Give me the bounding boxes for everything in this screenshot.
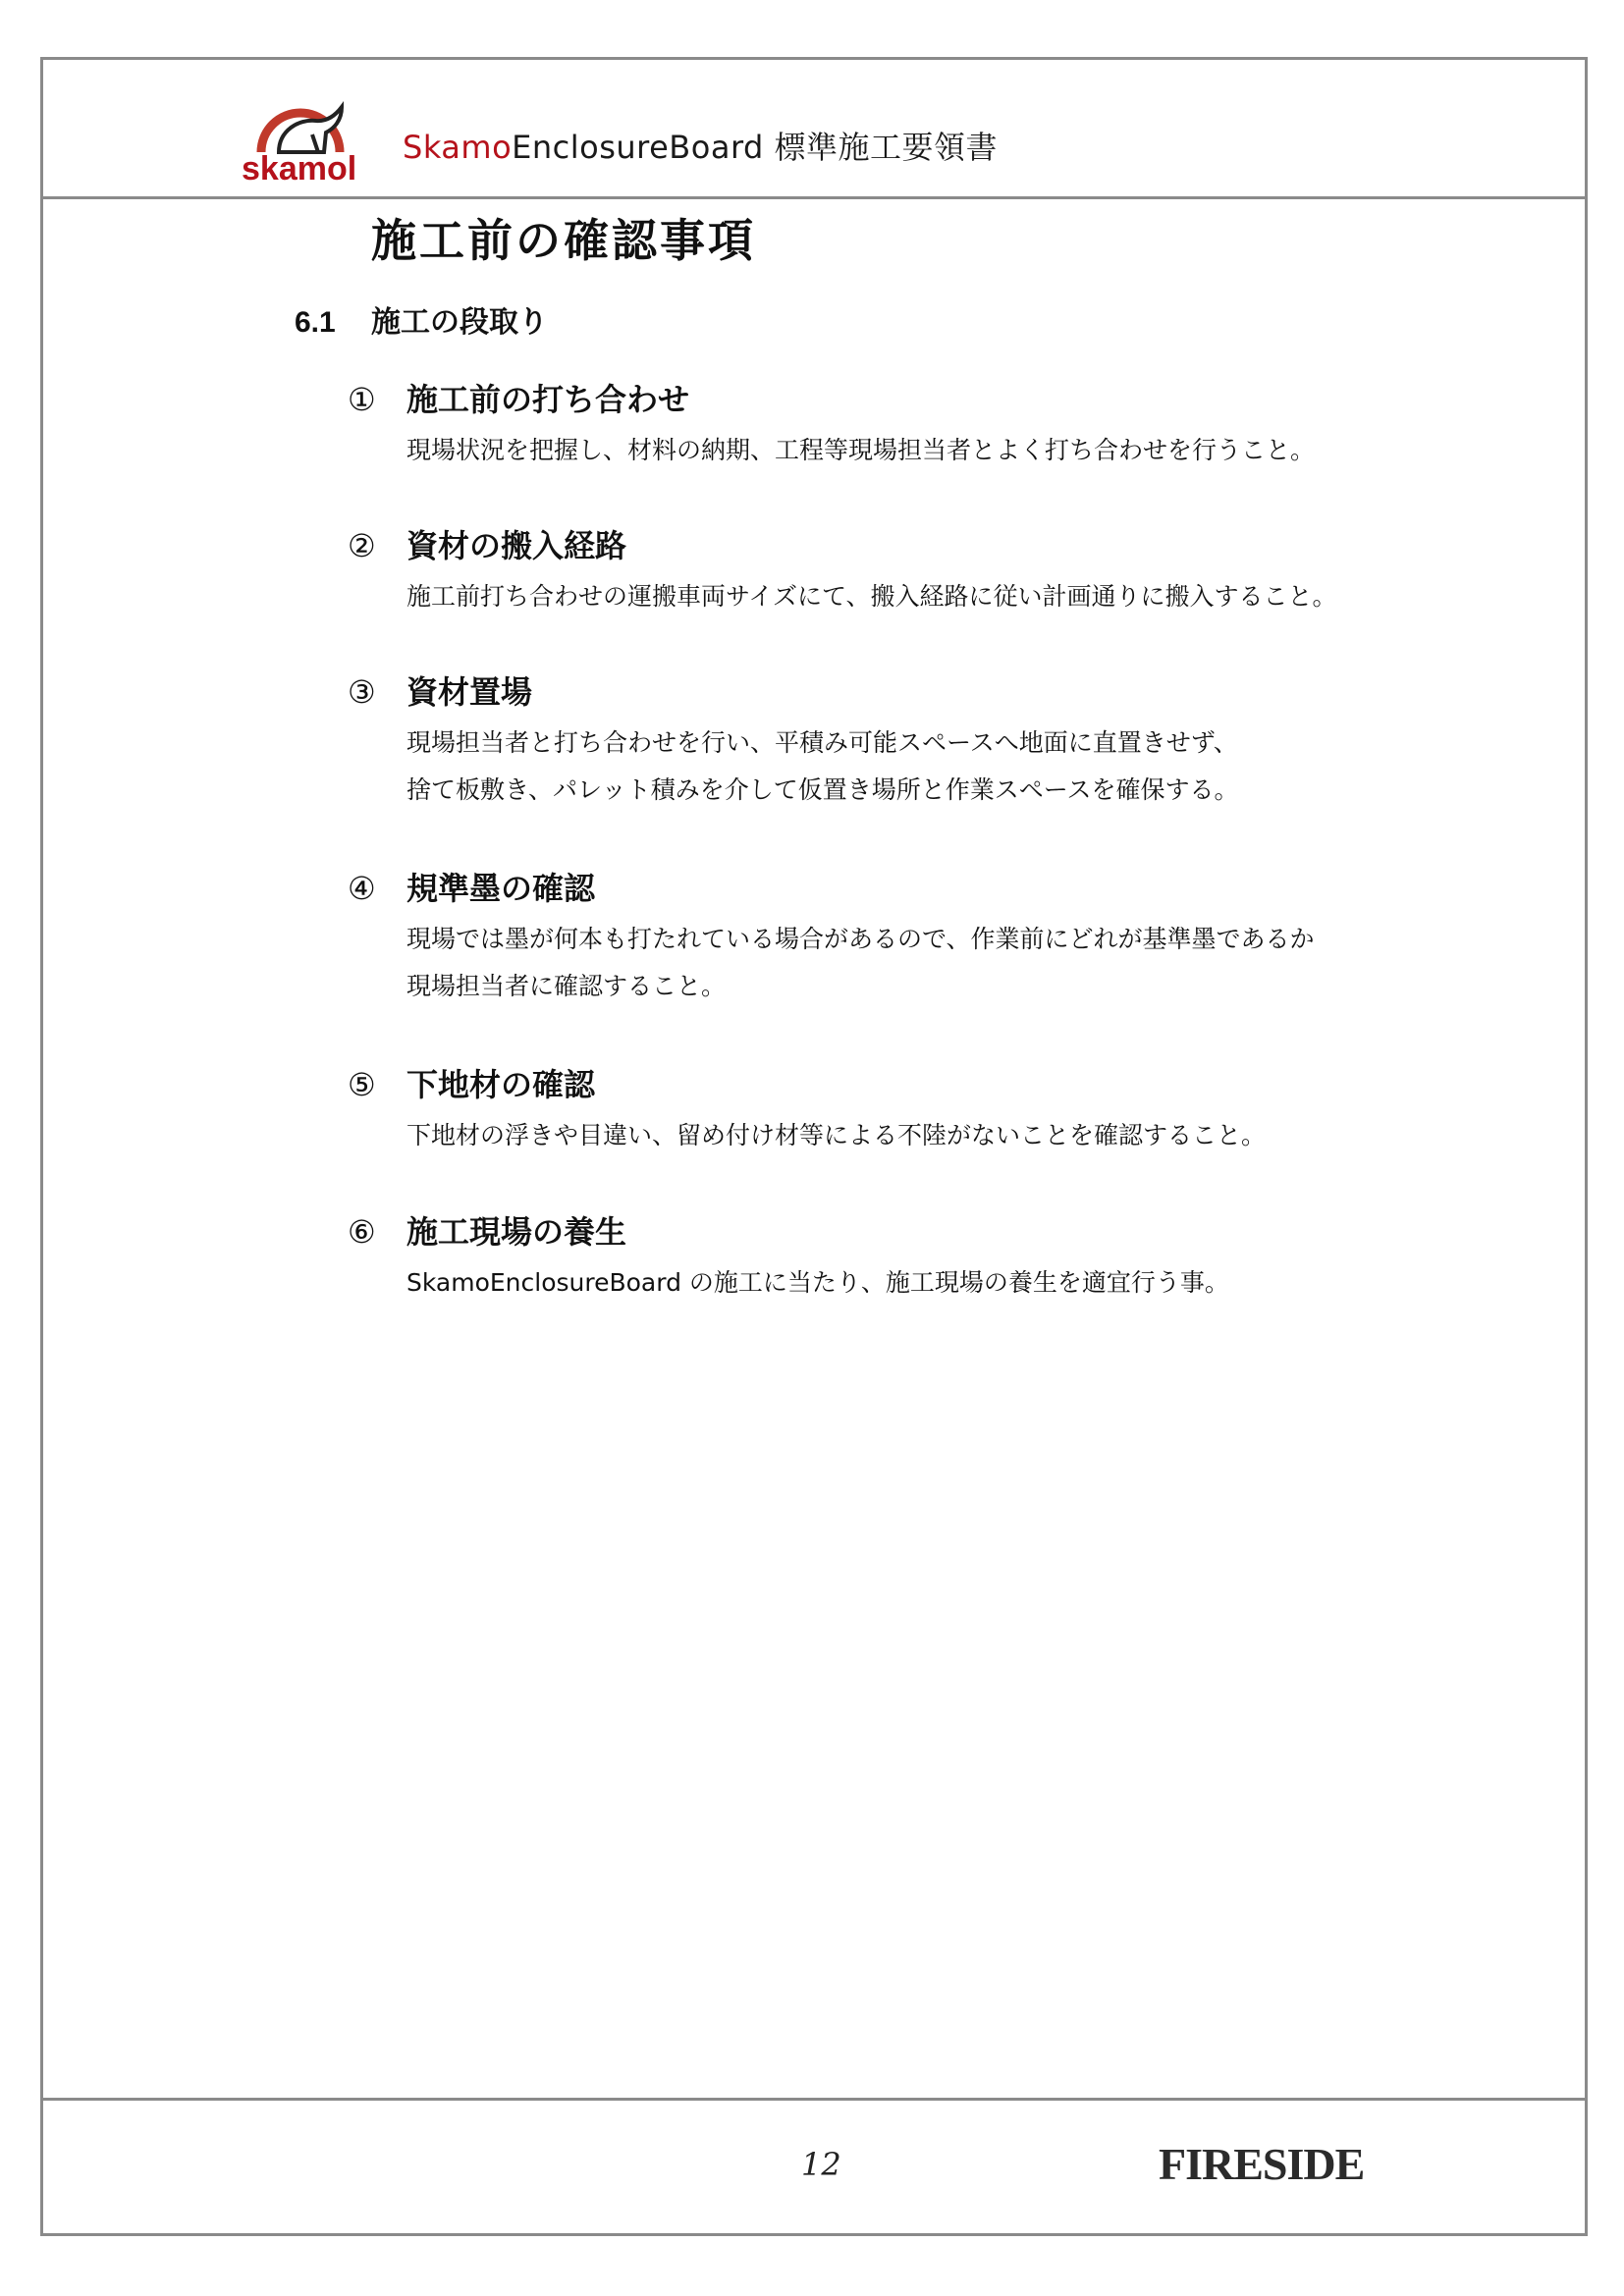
skamol-logo	[240, 95, 367, 184]
section-title: 施工の段取り	[371, 305, 548, 340]
item-title: 施工現場の養生	[406, 1213, 627, 1251]
fireside-logo: FIRESIDE	[1159, 2139, 1365, 2189]
page-title: 施工前の確認事項	[371, 214, 756, 267]
item-heading	[348, 526, 1526, 565]
item-heading	[348, 380, 1526, 419]
item-text-line: 現場では墨が何本も打たれている場合があるので、作業前にどれが基準墨であるか	[406, 925, 1315, 953]
item-heading	[348, 672, 1526, 712]
item-description	[406, 1112, 1526, 1159]
checklist-item	[348, 1065, 1526, 1159]
item-title: 資材置場	[406, 673, 533, 711]
item-text-line: 現場状況を把握し、材料の納期、工程等現場担当者とよく打ち合わせを行うこと。	[406, 436, 1316, 464]
document-title	[403, 123, 998, 168]
page-header	[43, 60, 1585, 199]
item-number: ①	[348, 381, 376, 418]
document-title-product: EnclosureBoard	[512, 129, 764, 166]
item-description	[406, 720, 1526, 814]
item-number: ④	[348, 870, 376, 907]
item-description	[406, 1259, 1526, 1307]
item-title: 下地材の確認	[406, 1066, 596, 1103]
item-number: ⑤	[348, 1066, 376, 1103]
item-description	[406, 916, 1526, 1010]
item-text-line: 現場担当者に確認すること。	[406, 972, 727, 1000]
page-frame	[40, 57, 1588, 2236]
item-number: ②	[348, 527, 376, 564]
checklist-item	[348, 869, 1526, 1010]
checklist-item	[348, 672, 1526, 814]
item-text-line: 現場担当者と打ち合わせを行い、平積み可能スペースへ地面に直置きせず、	[406, 728, 1238, 757]
logo-wordmark: skamol	[242, 150, 357, 184]
item-text-line: SkamoEnclosureBoard の施工に当たり、施工現場の養生を適宜行う事。	[406, 1268, 1229, 1297]
page-footer	[43, 2098, 1585, 2233]
item-title: 資材の搬入経路	[406, 527, 627, 564]
item-heading	[348, 1212, 1526, 1252]
item-title: 施工前の打ち合わせ	[406, 381, 690, 418]
item-text-line: 捨て板敷き、パレット積みを介して仮置き場所と作業スペースを確保する。	[406, 775, 1239, 804]
item-text-line: 施工前打ち合わせの運搬車両サイズにて、搬入経路に従い計画通りに搬入すること。	[406, 582, 1337, 611]
checklist-item	[348, 526, 1526, 620]
item-description	[406, 573, 1526, 620]
section-heading	[295, 297, 548, 341]
document-title-suffix: 標準施工要領書	[763, 129, 999, 166]
item-title: 規準墨の確認	[406, 870, 596, 907]
item-description	[406, 427, 1526, 474]
checklist-item	[348, 380, 1526, 474]
item-heading	[348, 1065, 1526, 1104]
page-number: 12	[801, 2146, 841, 2183]
item-text-line: 下地材の浮きや目違い、留め付け材等による不陸がないことを確認すること。	[406, 1121, 1267, 1149]
item-number: ③	[348, 673, 376, 711]
document-title-brand: Skamo	[403, 129, 513, 166]
item-number: ⑥	[348, 1213, 376, 1251]
section-number: 6.1	[295, 306, 336, 339]
item-heading	[348, 869, 1526, 908]
checklist-item	[348, 1212, 1526, 1307]
